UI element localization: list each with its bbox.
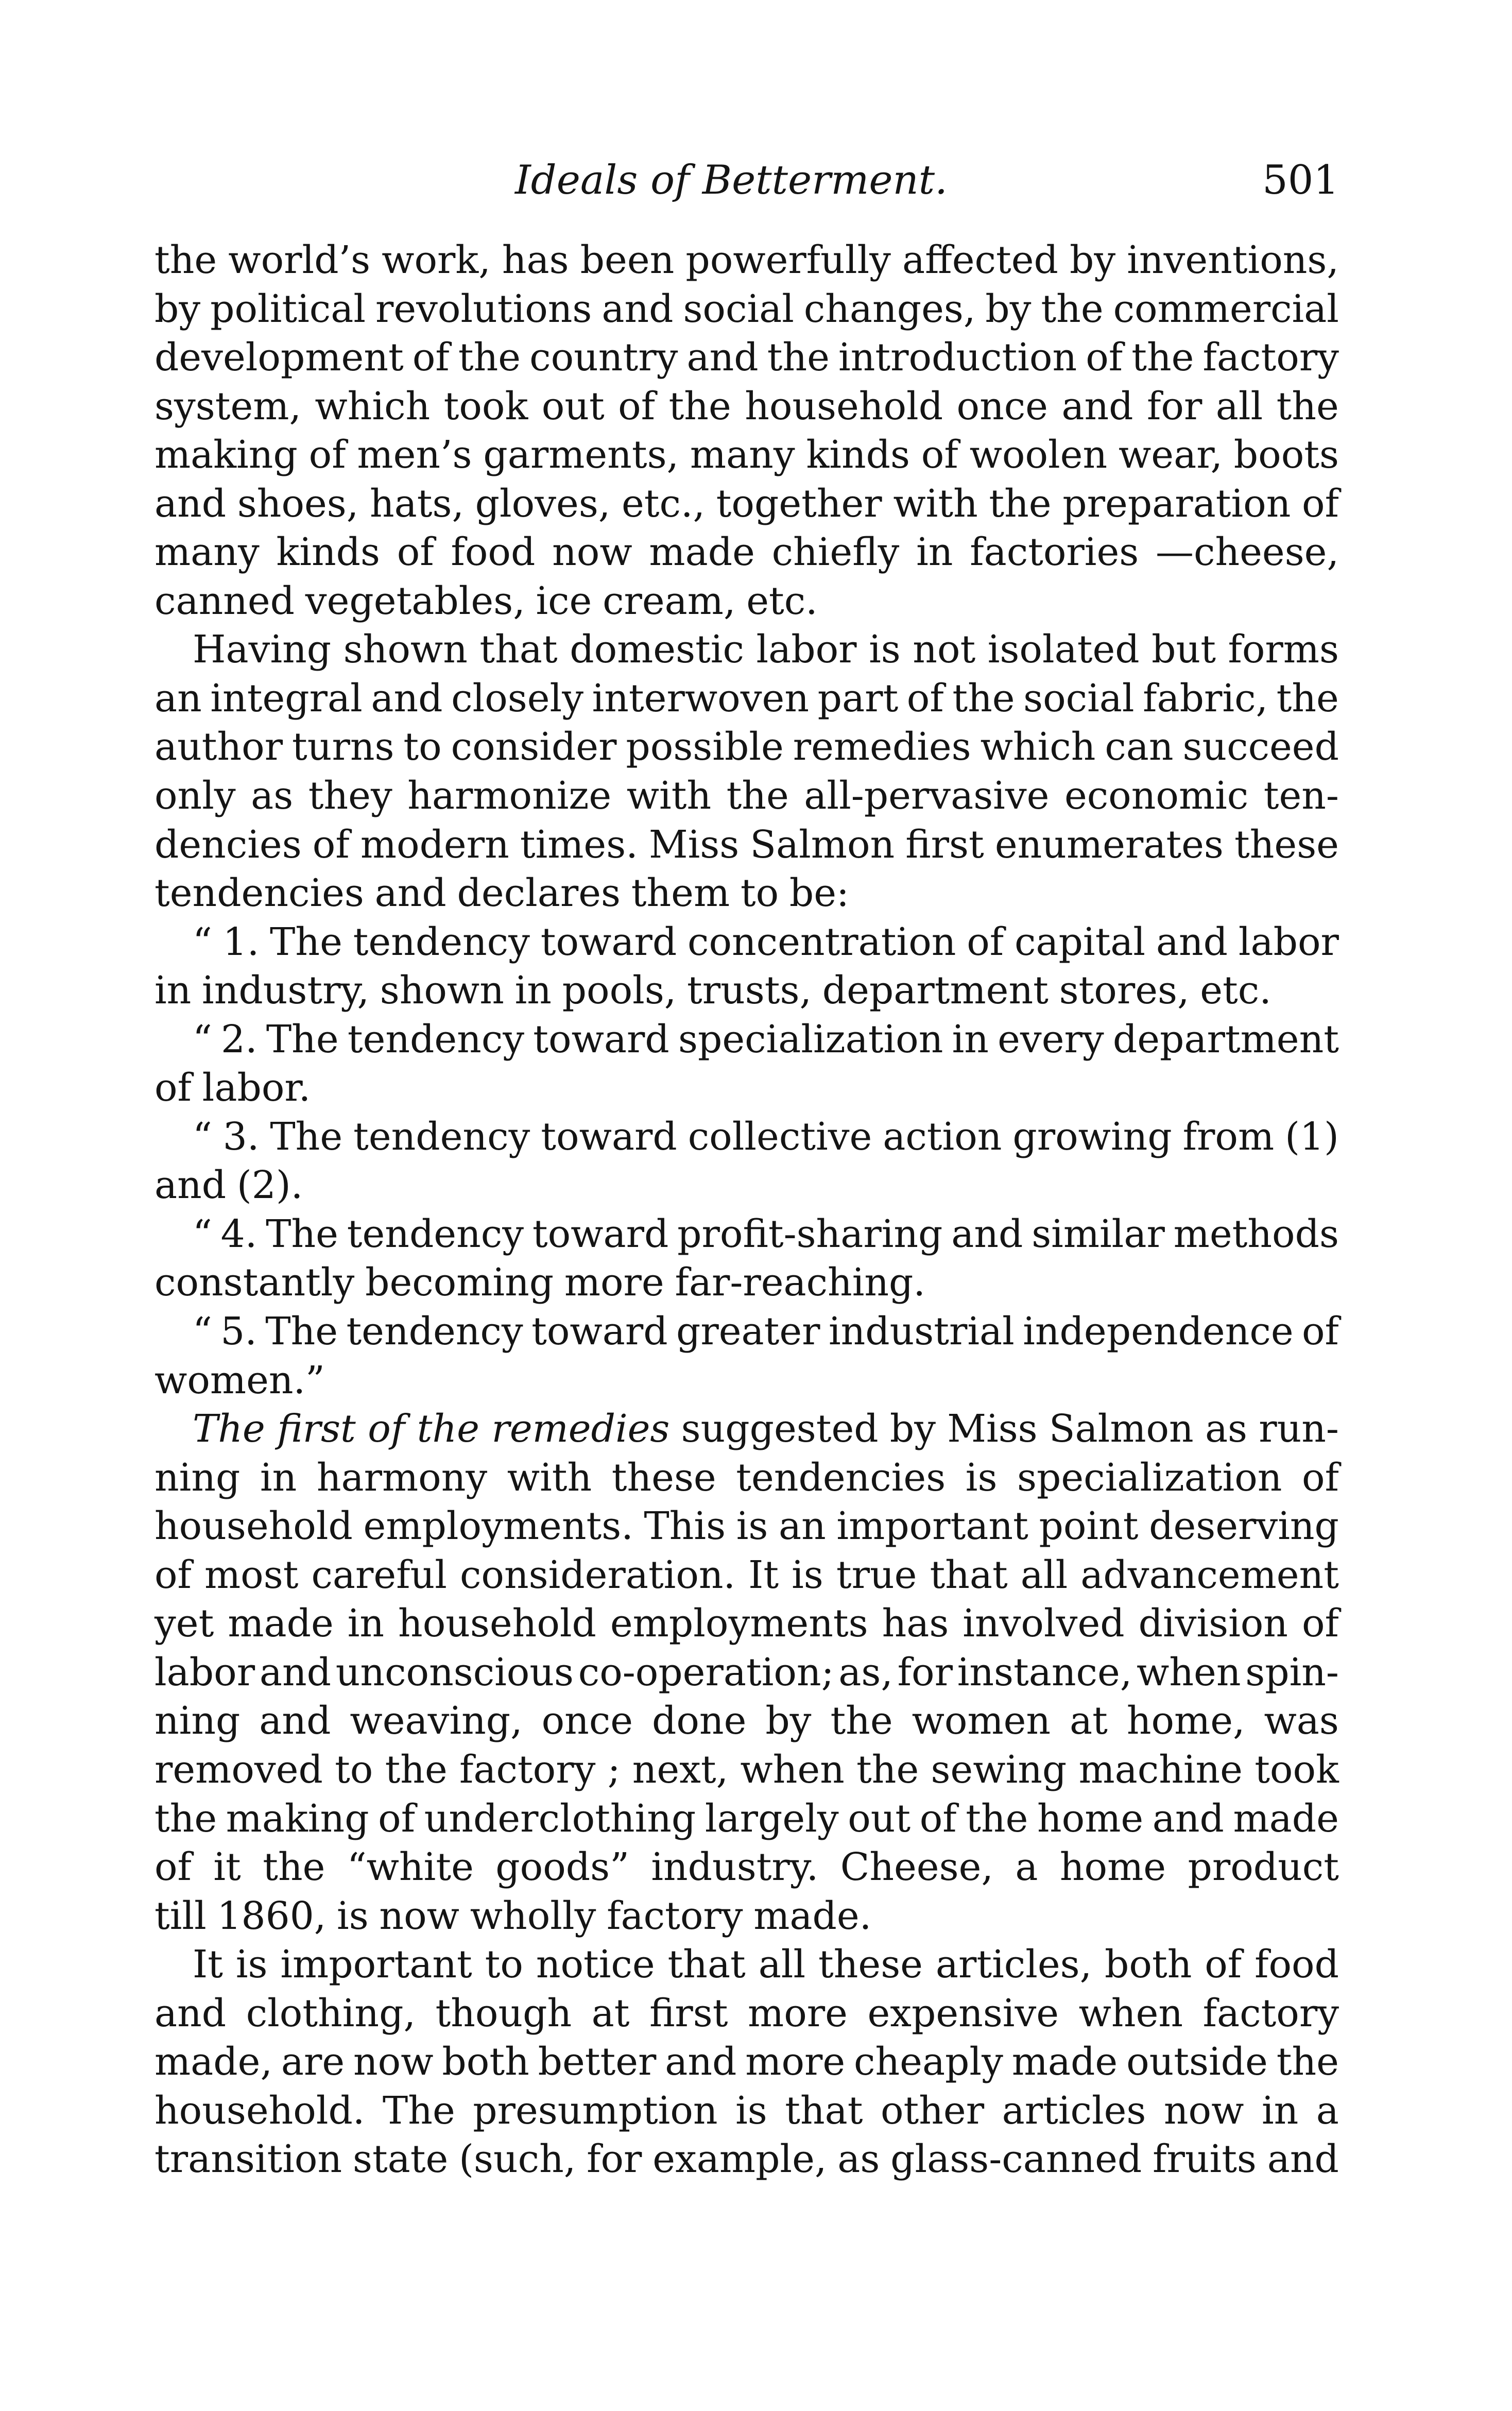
text-line: “ 2. The tendency toward specialization in every department	[193, 1017, 1339, 1062]
text-line: “ 1. The tendency toward concentration of capital and labor	[193, 919, 1339, 964]
text-line: household. The presumption is that other articles now in a	[154, 2088, 1339, 2133]
text-line: development of the country and the introduction of the factory	[154, 335, 1339, 380]
text-line: by political revolutions and social changes, by the commercial	[154, 286, 1339, 331]
text-line: removed to the factory ; next, when the sewing machine took	[154, 1747, 1339, 1792]
text-line: ning and weaving, once done by the women at home, was	[154, 1699, 1339, 1743]
text-line: “ 4. The tendency toward profit-sharing and similar methods	[193, 1211, 1339, 1256]
text-line: the making of underclothing largely out of the home and made	[154, 1796, 1339, 1841]
text-line: It is important to notice that all these articles, both of food	[193, 1942, 1339, 1987]
text-line: of it the “white goods” industry. Cheese, a home product	[154, 1845, 1339, 1890]
text-line: of most careful consideration. It is true that all advancement	[154, 1552, 1339, 1597]
text-line: Having shown that domestic labor is not isolated but forms	[193, 627, 1339, 672]
text-line: ning in harmony with these tendencies is specialization of	[154, 1455, 1339, 1500]
text-line: only as they harmonize with the all-pervasive economic ten-	[154, 774, 1339, 818]
text-line: in industry, shown in pools, trusts, department stores, etc.	[154, 968, 1272, 1013]
body-text	[154, 236, 1339, 2184]
text-line: household employments. This is an important point deserving	[154, 1504, 1339, 1549]
text-line: “ 3. The tendency toward collective action growing from (1)	[193, 1114, 1339, 1159]
text-line: dencies of modern times. Miss Salmon first enumerates these	[154, 822, 1339, 867]
text-line: making of men’s garments, many kinds of woolen wear, boots	[154, 433, 1339, 477]
text-line: made, are now both better and more cheaply made outside the	[154, 2040, 1339, 2084]
text-line: till 1860, is now wholly factory made.	[154, 1893, 872, 1938]
text-line: of labor.	[154, 1066, 311, 1110]
text-line: yet made in household employments has involved division of	[154, 1601, 1339, 1646]
text-line: transition state (such, for example, as glass-canned fruits and	[154, 2137, 1339, 2182]
text-line: tendencies and declares them to be:	[154, 871, 849, 916]
text-line: and shoes, hats, gloves, etc., together with the preparation of	[154, 481, 1339, 526]
text-line: women.”	[154, 1358, 325, 1403]
text-line: the world’s work, has been powerfully affected by inventions,	[154, 238, 1339, 282]
text-line: and (2).	[154, 1163, 303, 1208]
italic-lead-phrase: The first of the remedies	[193, 1407, 670, 1451]
text-line: canned vegetables, ice cream, etc.	[154, 578, 818, 623]
text-line: labor and unconscious co-operation; as, for instance, when spin-	[154, 1650, 1339, 1695]
text-line: many kinds of food now made chiefly in factories —cheese,	[154, 530, 1339, 575]
page-number: 501	[1262, 157, 1339, 203]
running-header	[154, 155, 1339, 216]
text-line: constantly becoming more far-reaching.	[154, 1260, 925, 1305]
text-line: system, which took out of the household once and for all the	[154, 384, 1339, 429]
text-line: “ 5. The tendency toward greater industrial independence of	[193, 1309, 1339, 1354]
text-line: The first of the remedies suggested by Miss Salmon as run-	[154, 1405, 1339, 1454]
running-title: Ideals of Betterment.	[515, 157, 948, 203]
text-line: and clothing, though at first more expensive when factory	[154, 1991, 1339, 2036]
text-line: author turns to consider possible remedies which can succeed	[154, 725, 1339, 770]
text-line: an integral and closely interwoven part of the social fabric, the	[154, 676, 1339, 721]
